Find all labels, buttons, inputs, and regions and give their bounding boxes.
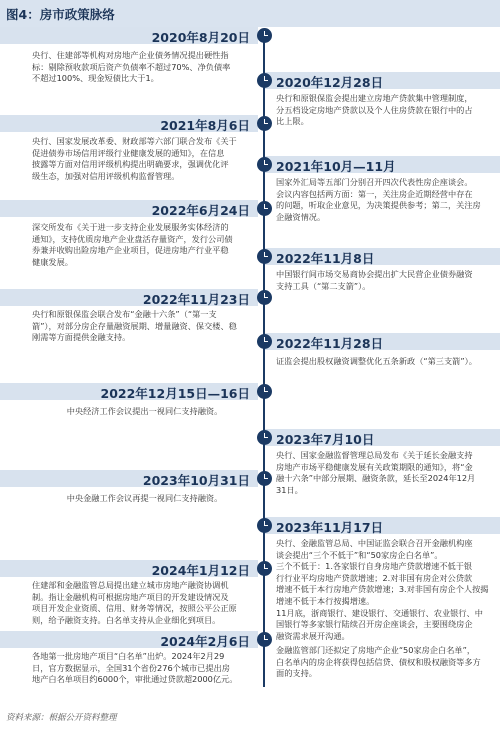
clock-icon [257, 430, 272, 445]
clock-icon [257, 157, 272, 172]
clock-icon [257, 201, 272, 216]
clock-icon [257, 249, 272, 264]
clock-icon [257, 471, 272, 486]
event-description: 央行、国家金融监督管理总局发布《关于延长金融支持 房地产市场平稳健康发展有关政策期限的通知》，将“金 融十六条”中部分展期、融资条款，延长至2024年12月 31日。 [276, 450, 476, 495]
event-date: 2024年1月12日 [151, 563, 250, 578]
event-description: 金融监管部门还拟定了房地产企业“50家房企白名单”， 白名单内的房企将获得包括信贷、债权和股权融资等多方 面的支持。 [276, 645, 481, 679]
clock-icon [257, 73, 272, 88]
event-date: 2023年11月17日 [276, 520, 384, 535]
event-date: 2022年11月28日 [276, 336, 384, 351]
event-description: 央行、金融监管总局、中国证监会联合召开金融机构座 谈会提出“三个不低于”和“50家房企白名单”。 三个不低于：1.各家银行自身房地产贷款增速不低于银 行行业平均房地产贷款增速；2.对非国有房企对公贷款 增速不低于本行房地产贷款增速；3.对非国有房企个人按揭 增速不低于本行按揭增速。 11月底，浙商银行、建设银行、交通银行、农业银行、中 国银行等多家银行陆续召开房企座谈会，主要围绕房企 融资需求展开沟通。 [276, 538, 489, 641]
event-description: 中央经济工作会议提出一视同仁支持融资。 [66, 406, 223, 416]
event-description: 住建部和金融监管总局提出建立城市房地产融资协调机 制。指让金融机构可根据房地产项目的开发建设情况及 项目开发企业资质、信用、财务等情况，按照公平公正原 则，给予融资支持。白名单支持从企业细化到项目。 [32, 580, 237, 625]
event-description: 中国银行间市场交易商协会提出扩大民营企业债券融资 支持工具（“第二支箭”）。 [276, 269, 473, 291]
source-note: 资料来源：根据公开资料整理 [6, 713, 117, 723]
event-date: 2023年10月31日 [142, 473, 250, 488]
event-date: 2021年8月6日 [160, 118, 250, 133]
event-date: 2023年7月10日 [276, 432, 375, 447]
clock-icon [257, 632, 272, 647]
clock-icon [257, 290, 272, 305]
event-date: 2022年11月8日 [276, 251, 375, 266]
event-description: 证监会提出股权融资调整优化五条新政（“第三支箭”）。 [276, 356, 477, 366]
event-date: 2022年12月15日—16日 [100, 386, 250, 401]
event-description: 央行和原银保监会联合发布“金融十六条”（“第一支 箭”），对部分房企存量融资展期、增量融资、保交楼、稳 刚需等方面提供金融支持。 [32, 309, 237, 343]
event-date: 2022年6月24日 [151, 203, 250, 218]
event-date: 2022年11月23日 [142, 292, 250, 307]
clock-icon [257, 334, 272, 349]
event-date: 2021年10月—11月 [276, 159, 396, 174]
event-description: 各地第一批房地产项目“白名单”出炉。2024年2月29 日，官方数据显示，全国31个省份276个城市已提出房 地产白名单项目约6000个，审批通过贷款超2000亿元。 [32, 651, 238, 685]
figure-header [0, 0, 500, 27]
timeline-axis [263, 35, 265, 687]
event-date: 2020年12月28日 [276, 75, 384, 90]
clock-icon [257, 518, 272, 533]
clock-icon [257, 116, 272, 131]
event-description: 央行和原银保监会提出建立房地产贷款集中管理制度， 分五档设定房地产贷款以及个人住房贷款在银行中的占 比上限。 [276, 93, 473, 127]
event-description: 深交所发布《关于进一步支持企业发展服务实体经济的 通知》，支持优质房地产企业盘活存量资产，发行公司债 券兼并收购出险房地产企业项目，促进房地产行业平稳 健康发展。 [32, 222, 233, 267]
event-description: 央行、国家发展改革委、财政部等六部门联合发布《关于 促进债券市场信用评级行业健康发展的通知》，在信息 披露等方面对信用评级机构提出明确要求，强调优化评 级生态，加强对信用评级机构监督管理。 [32, 136, 237, 181]
clock-icon [257, 561, 272, 576]
event-description: 中央金融工作会议再提一视同仁支持融资。 [66, 493, 223, 503]
event-date: 2020年8月20日 [151, 30, 250, 45]
figure-title: 图4：房市政策脉络 [6, 7, 115, 22]
policy-timeline [0, 27, 500, 703]
event-description: 央行、住建部等机构对房地产企业债务情况提出硬性指 标：剔除预收款项后资产负债率不超过70%、净负债率 不超过100%、现金短债比大于1。 [32, 50, 231, 84]
event-date: 2024年2月6日 [160, 634, 250, 649]
event-description: 国家外汇局等五部门分别召开四次代表性房企座谈会。 会议内容包括两方面：第一，关注房企近期经营中存在 的问题，听取企业意见，为决策提供参考；第二，关注房 企融资情况。 [276, 177, 481, 222]
clock-icon [257, 28, 272, 43]
clock-icon [257, 384, 272, 399]
